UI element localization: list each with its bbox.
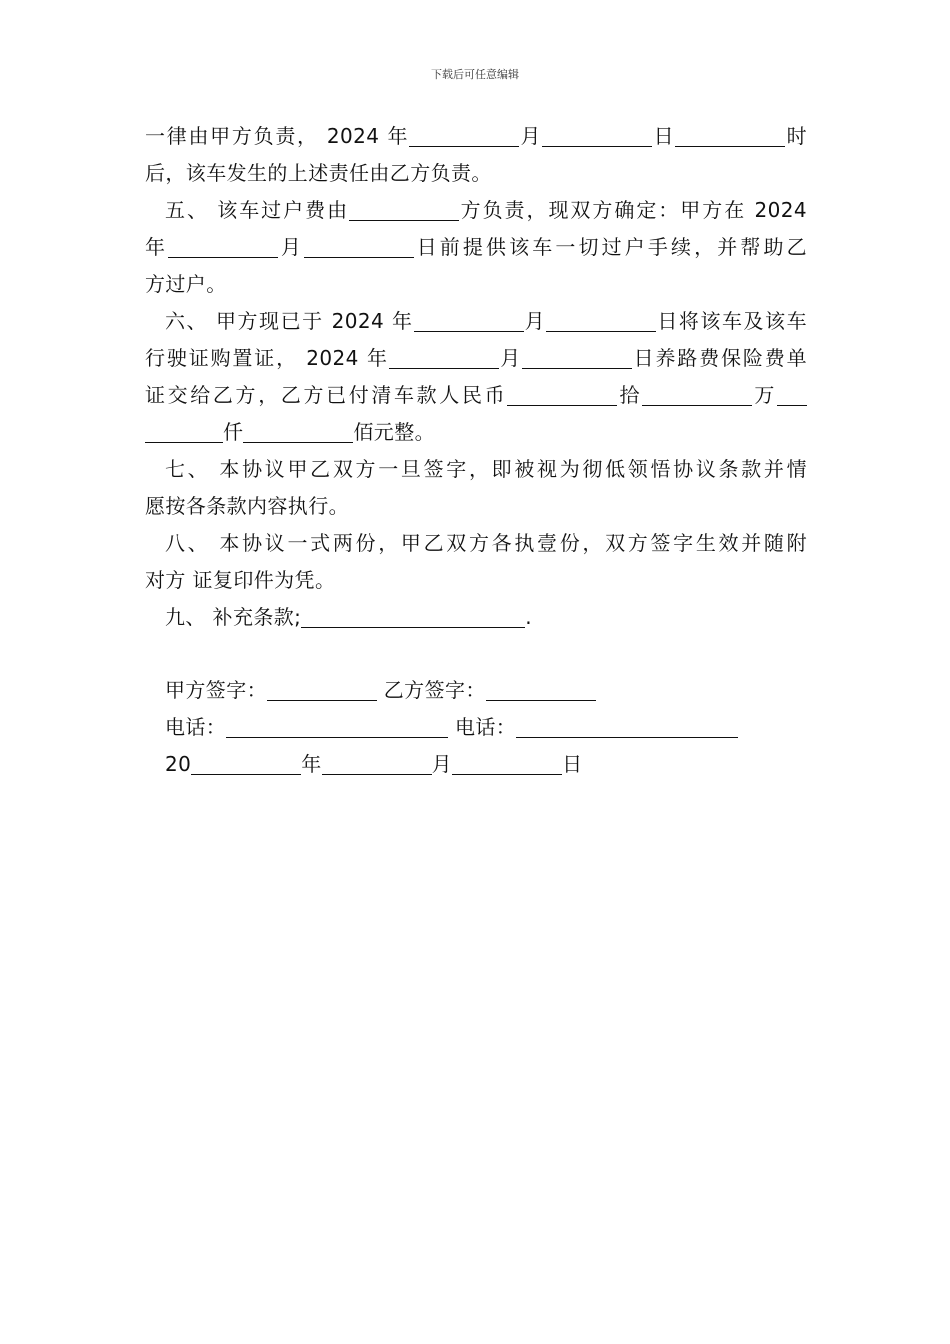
text: 月 — [523, 309, 547, 333]
text: 方负责，现双方确定：甲方在 — [459, 198, 747, 222]
clause6-line2 — [145, 340, 807, 377]
date-row — [165, 746, 582, 783]
text: 日 — [562, 752, 583, 776]
text: 行驶证购置证， — [145, 346, 298, 370]
blank-field[interactable] — [546, 305, 656, 332]
text: 月 — [278, 235, 304, 259]
clause6-line3 — [145, 377, 807, 414]
phone-b-field[interactable] — [516, 711, 738, 738]
blank-field[interactable] — [642, 379, 752, 406]
year: 2024 — [306, 346, 359, 370]
party-a-label: 甲方签字： — [165, 678, 267, 702]
phone-a-label: 电话： — [165, 715, 227, 739]
text: 日前提供该车一切过户手续，并帮助乙 — [413, 235, 807, 259]
blank-field[interactable] — [168, 231, 278, 258]
text: 六、 甲方现已于 — [165, 309, 324, 333]
text: 五、 该车过户费由 — [165, 198, 350, 222]
text: 日养路费保险费单 — [632, 346, 807, 370]
blank-field[interactable] — [243, 416, 353, 443]
year: 2024 — [754, 198, 807, 222]
text: 一律由甲方负责， — [145, 124, 319, 148]
page-header: 下载后可任意编辑 — [431, 68, 519, 81]
blank-field[interactable] — [409, 120, 519, 147]
blank-field[interactable] — [542, 120, 652, 147]
phone-a-field[interactable] — [226, 711, 448, 738]
year: 2024 — [331, 309, 385, 333]
clause4-line1 — [145, 118, 807, 155]
blank-field[interactable] — [675, 120, 785, 147]
text: 仟 — [223, 420, 244, 444]
blank-field[interactable] — [414, 305, 524, 332]
party-a-signature-field[interactable] — [267, 674, 377, 701]
year: 2024 — [326, 124, 380, 148]
blank-field[interactable] — [507, 379, 617, 406]
month-field[interactable] — [322, 748, 432, 775]
clause7-line1: 七、 本协议甲乙双方一旦签字，即被视为彻低领悟协议条款并情 — [165, 457, 807, 481]
clause4-line2: 后，该车发生的上述责任由乙方负责。 — [145, 161, 492, 185]
text: 月 — [431, 752, 453, 776]
party-b-label: 乙方签字： — [383, 678, 486, 702]
text: 年 — [301, 752, 322, 776]
clause7-line2: 愿按各条款内容执行。 — [145, 494, 349, 518]
text: 月 — [519, 124, 543, 148]
text: 日将该车及该车 — [656, 309, 807, 333]
clause8-line2: 对方 证复印件为凭。 — [145, 568, 336, 592]
day-field[interactable] — [452, 748, 562, 775]
text: . — [525, 605, 533, 629]
text: 证交给乙方，乙方已付清车款人民币 — [145, 383, 508, 407]
clause6-line1 — [145, 303, 807, 340]
text: 年 — [391, 309, 414, 333]
year-prefix: 20 — [165, 752, 192, 776]
clause5-line1 — [145, 192, 807, 229]
phone-row — [165, 709, 738, 746]
clause9-line — [145, 599, 807, 636]
clause5-line3: 方过户。 — [145, 272, 227, 296]
blank-field[interactable] — [304, 231, 414, 258]
text: 万 — [752, 383, 778, 407]
text: 年 — [387, 124, 410, 148]
blank-field[interactable] — [777, 379, 807, 406]
clause8-line1: 八、 本协议一式两份，甲乙双方各执壹份，双方签字生效并随附 — [165, 531, 807, 555]
blank-field[interactable] — [145, 416, 223, 443]
clause6-line4 — [145, 414, 807, 451]
text: 日 — [652, 124, 676, 148]
blank-field[interactable] — [522, 342, 632, 369]
signature-row — [165, 672, 596, 709]
supplementary-terms-field[interactable] — [301, 601, 525, 628]
text: 佰元整。 — [353, 420, 436, 444]
agreement-body — [145, 118, 807, 636]
clause5-line2 — [145, 229, 807, 266]
text: 九、 补充条款; — [165, 605, 302, 629]
text: 年 — [145, 235, 169, 259]
phone-b-label: 电话： — [454, 715, 517, 739]
blank-field[interactable] — [349, 194, 459, 221]
text: 年 — [366, 346, 389, 370]
party-b-signature-field[interactable] — [486, 674, 596, 701]
text: 拾 — [617, 383, 643, 407]
year-field[interactable] — [191, 748, 301, 775]
blank-field[interactable] — [389, 342, 499, 369]
text: 月 — [498, 346, 523, 370]
text: 时 — [785, 124, 808, 148]
